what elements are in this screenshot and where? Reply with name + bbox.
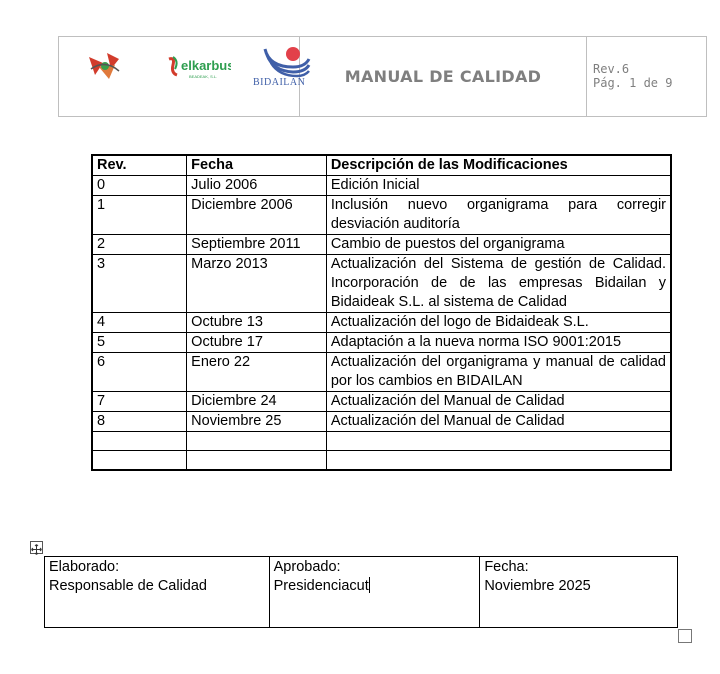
fecha-cell[interactable]: Marzo 2013 [187, 255, 327, 313]
rev-cell[interactable]: 4 [92, 313, 187, 333]
descripcion-cell[interactable]: Adaptación a la nueva norma ISO 9001:2015 [326, 333, 671, 353]
fecha-cell[interactable]: Diciembre 24 [187, 392, 327, 412]
descripcion-cell[interactable]: Actualización del Sistema de gestión de Calidad. Incorporación de de las empresas Bidailan y Bidaideak S.L. al sistema de Calidad [326, 255, 671, 313]
approval-table [44, 556, 678, 628]
empty-cell[interactable] [187, 432, 327, 451]
text-cursor [369, 577, 370, 593]
aprobado-label: Aprobado: [273, 559, 341, 575]
table-row[interactable] [92, 353, 671, 392]
table-row[interactable] [92, 392, 671, 412]
column-header-fecha: Fecha [187, 155, 327, 176]
page-number: Pág. 1 de 9 [593, 76, 673, 90]
elaborado-cell[interactable] [45, 557, 270, 628]
descripcion-cell[interactable]: Actualización del Manual de Calidad [326, 392, 671, 412]
table-row[interactable] [92, 412, 671, 432]
fecha-cell[interactable]: Septiembre 2011 [187, 235, 327, 255]
bidailan-logo [253, 45, 317, 87]
fecha-cell[interactable]: Noviembre 25 [187, 412, 327, 432]
empty-cell[interactable] [92, 432, 187, 451]
empty-cell[interactable] [187, 451, 327, 470]
table-header-row [92, 155, 671, 176]
elkarbus-logo-subtext: BEADEAK, S.L. [189, 74, 218, 79]
descripcion-cell[interactable]: Cambio de puestos del organigrama [326, 235, 671, 255]
document-title: MANUAL DE CALIDAD [344, 67, 542, 86]
table-row[interactable] [92, 313, 671, 333]
empty-table-row[interactable] [92, 432, 671, 451]
empty-cell[interactable] [92, 451, 187, 470]
empty-cell[interactable] [326, 432, 671, 451]
aprobado-value-wrap [274, 577, 476, 596]
column-header-descripcion: Descripción de las Modificaciones [326, 155, 671, 176]
rev-cell[interactable]: 3 [92, 255, 187, 313]
header-revision-cell [587, 37, 706, 116]
descripcion-cell[interactable]: Actualización del logo de Bidaideak S.L. [326, 313, 671, 333]
aprobado-value: Presidenciacut [273, 578, 369, 594]
table-row[interactable] [92, 235, 671, 255]
column-header-rev: Rev. [92, 155, 187, 176]
fecha-cell[interactable]: Octubre 17 [187, 333, 327, 353]
bidailan-logo-text: BIDAILAN [253, 77, 306, 87]
approval-row [45, 557, 678, 628]
table-row[interactable] [92, 176, 671, 196]
table-resize-handle-icon[interactable] [678, 629, 692, 643]
elaborado-value: Responsable de Calidad [49, 578, 207, 594]
rev-cell[interactable]: 6 [92, 353, 187, 392]
fecha-cell[interactable]: Julio 2006 [187, 176, 327, 196]
header-logos [59, 37, 306, 116]
descripcion-cell[interactable]: Actualización del organigrama y manual de calidad por los cambios en BIDAILAN [326, 353, 671, 392]
empty-cell[interactable] [326, 451, 671, 470]
revision-number: Rev.6 [593, 62, 630, 76]
rev-cell[interactable]: 2 [92, 235, 187, 255]
fecha-approval-cell[interactable] [480, 557, 678, 628]
descripcion-cell[interactable]: Actualización del Manual de Calidad [326, 412, 671, 432]
table-move-handle-icon[interactable] [30, 541, 43, 554]
fecha-label: Fecha: [484, 559, 529, 575]
rev-cell[interactable]: 8 [92, 412, 187, 432]
header-title-cell [300, 37, 587, 116]
elkarbus-logo [167, 55, 231, 81]
fecha-cell[interactable]: Octubre 13 [187, 313, 327, 333]
rev-cell[interactable]: 7 [92, 392, 187, 412]
rev-cell[interactable]: 0 [92, 176, 187, 196]
rev-cell[interactable]: 5 [92, 333, 187, 353]
empty-table-row[interactable] [92, 451, 671, 470]
table-row[interactable] [92, 196, 671, 235]
fecha-cell[interactable]: Diciembre 2006 [187, 196, 327, 235]
revisions-table [91, 154, 672, 471]
fecha-cell[interactable]: Enero 22 [187, 353, 327, 392]
rev-cell[interactable]: 1 [92, 196, 187, 235]
descripcion-cell[interactable]: Edición Inicial [326, 176, 671, 196]
emblem-logo [85, 49, 125, 83]
descripcion-cell[interactable]: Inclusión nuevo organigrama para corregir desviación auditoría [326, 196, 671, 235]
document-header [58, 36, 707, 117]
aprobado-cell[interactable] [269, 557, 480, 628]
elkarbus-logo-text: elkarbus [181, 58, 231, 73]
fecha-value: Noviembre 2025 [484, 578, 591, 594]
table-row[interactable] [92, 255, 671, 313]
table-row[interactable] [92, 333, 671, 353]
elaborado-label: Elaborado: [49, 559, 120, 575]
